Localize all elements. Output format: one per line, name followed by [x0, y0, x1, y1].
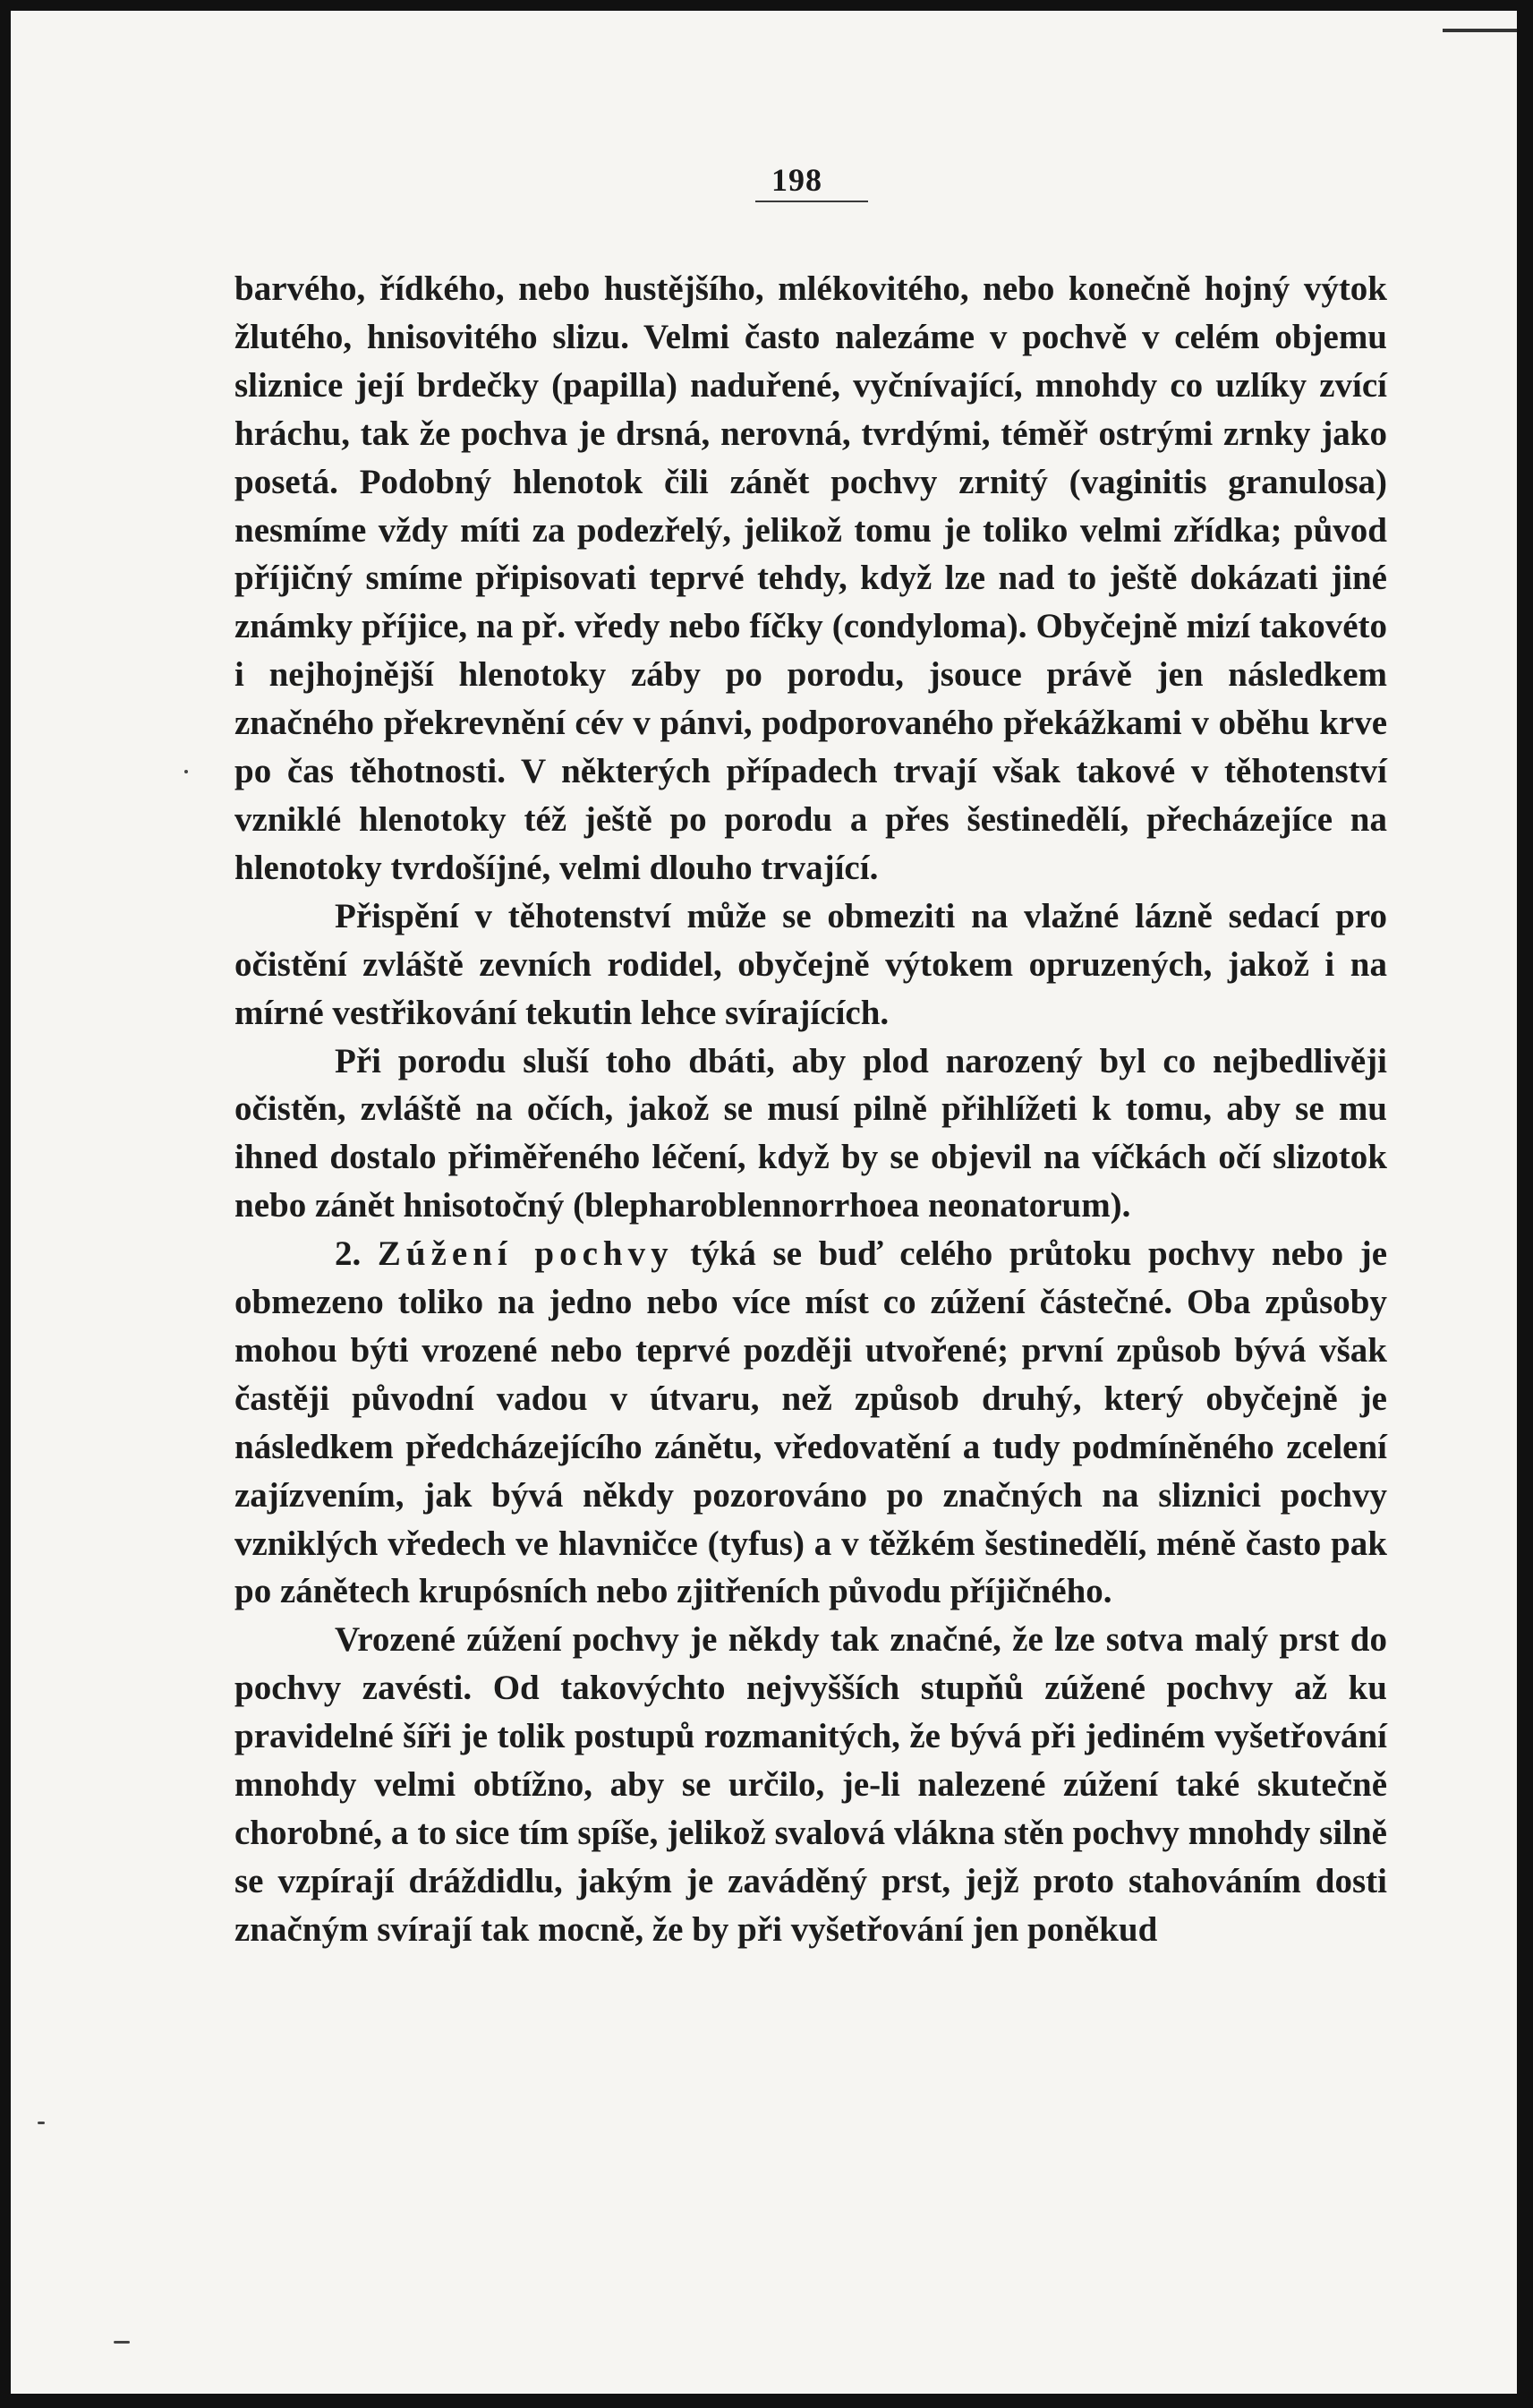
paragraph-5: Vrozené zúžení pochvy je někdy tak značné, že lze sotva malý prst do pochvy zavésti. Od takovýchto nejvyšších stupňů zúžené pochvy až ku pravidelné šíři je tolik postupů rozmanitých, že bývá při jediném vyšetřování mnohdy velmi obtížno, aby se určilo, je-li nalezené zúžení také skutečně chorobné, a to sice tím spíše, jelikož svalová vlákna stěn pochvy mnohdy silně se vzpírají dráždidlu, jakým je zaváděný prst, jejž proto stahováním dosti značným svírají tak mocně, že by při vyšetřování jen poněkud [234, 1620, 1387, 1949]
paragraph-4-text: týká se buď celého průtoku pochvy nebo je obmezeno toliko na jedno nebo více míst co zúžení částečné. Oba způsoby mohou býti vrozené nebo teprvé později utvořené; první způsob bývá však častěji původní vadou v útvaru, než způsob druhý, který obyčejně je následkem předcházejícího zánětu, vředovatění a tudy podmíněného zcelení zajízvením, jak bývá někdy pozorováno po značných na sliznici pochvy vzniklých vředech ve hlavničce (tyfus) a v těžkém šestinedělí, méně často pak po zánětech krupósních nebo zjitřeních původu příjičného. [234, 1234, 1388, 1611]
paragraph-4 [234, 1230, 1387, 1616]
scan-edge-rule [1443, 29, 1517, 32]
scan-speck [114, 2341, 130, 2344]
book-page [11, 11, 1517, 2394]
paragraph-2: Přispění v těhotenství může se obmeziti na vlažné lázně sedací pro očistění zvláště zevních rodidel, obyčejně výtokem opruzených, jakož i na mírné vestřikování tekutin lehce svírajících. [234, 896, 1387, 1032]
scan-speck [38, 2122, 45, 2124]
page-number: 198 [771, 162, 822, 198]
paragraph-3: Při porodu sluší toho dbáti, aby plod narozený byl co nejbedlivěji očistěn, zvláště na očích, jakož se musí pilně přihlížeti k tomu, aby se mu ihned dostalo přiměřeného léčení, když by se objevil na víčkách očí slizotok nebo zánět hnisotočný (blepharoblennorrhoea neonatorum). [234, 1041, 1387, 1225]
section-number: 2. [335, 1234, 378, 1274]
paragraph-1: barvého, řídkého, nebo hustějšího, mlékovitého, nebo konečně hojný výtok žlutého, hnisovitého slizu. Velmi často nalezáme v pochvě v celém objemu sliznice její brdečky (papilla) naduřené, vyčnívající, mnohdy co uzlíky zvící hráchu, tak že pochva je drsná, nerovná, tvrdými, téměř ostrými zrnky jako posetá. Podobný hlenotok čili zánět pochvy zrnitý (vaginitis granulosa) nesmíme vždy míti za podezřelý, jelikož tomu je toliko velmi zřídka; původ příjičný smíme připisovati teprvé tehdy, když lze nad to ještě dokázati jiné známky příjice, na př. vředy nebo fíčky (condyloma). Obyčejně mizí takovéto i nejhojnější hlenotoky záby po porodu, jsouce právě jen následkem značného překrevnění cév v pánvi, podporovaného překážkami v oběhu krve po čas těhotnosti. V některých případech trvají však takové v těhotenství vzniklé hlenotoky též ještě po porodu a přes šestinedělí, přecházejíce na hlenotoky tvrdošíjné, velmi dlouho trvající. [234, 269, 1387, 887]
scan-speck [184, 770, 188, 773]
body-text [234, 265, 1387, 1954]
page-number-underline [755, 201, 868, 202]
section-heading-spaced: Zúžení pochvy [377, 1234, 674, 1274]
